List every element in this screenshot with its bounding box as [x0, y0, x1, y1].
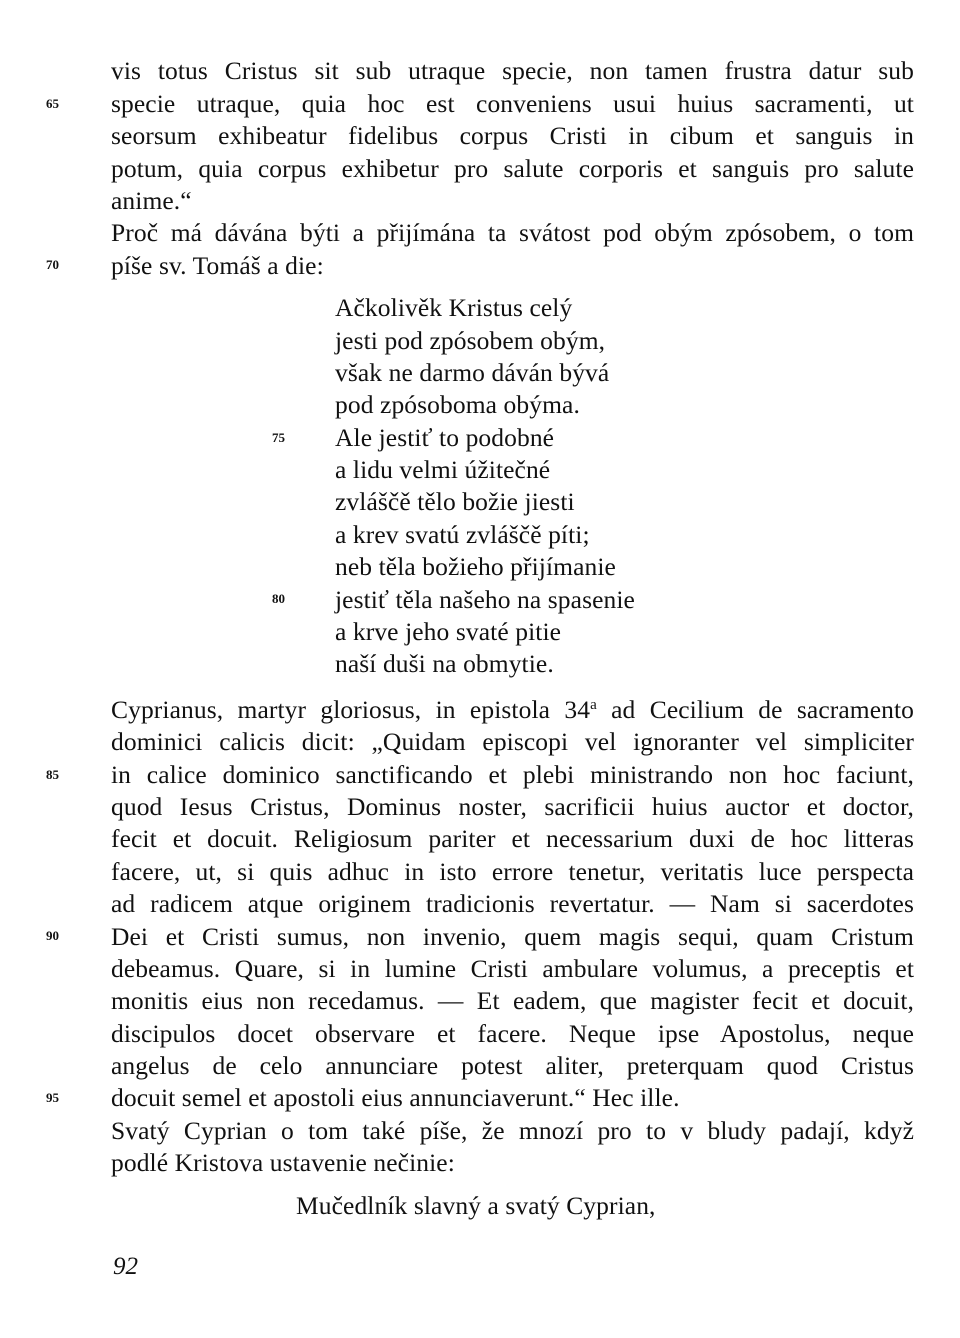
verse-line: zvláščě tělo božie jiesti — [335, 487, 575, 516]
line-number-85: 85 — [46, 767, 59, 782]
verse-line: jesti pod zpósobem obým, — [335, 326, 606, 355]
text-line: ad radicem atque originem tradicionis revertatur. — Nam si sacerdotes — [111, 889, 914, 918]
line-number-95: 95 — [46, 1090, 59, 1105]
text-line: podlé Kristova ustavenie nečinie: — [111, 1148, 455, 1177]
superscript: a — [590, 697, 597, 713]
line-number-70: 70 — [46, 257, 59, 272]
text-line: monitis eius non recedamus. — Et eadem, que magister fecit et docuit, — [111, 986, 914, 1015]
text-line: Proč má dávána býti a přijímána ta svátost pod obým zpósobem, o tom — [111, 218, 914, 247]
line-number-80: 80 — [272, 591, 285, 606]
verse-line: Ale jestiť to podobné — [335, 423, 555, 452]
text-line: facere, ut, si quis adhuc in isto errore tenetur, veritatis luce perspecta — [111, 857, 914, 886]
text-line: anime.“ — [111, 186, 192, 215]
text-line: angelus de celo annunciare potest aliter, preterquam quod Cristus — [111, 1051, 914, 1080]
page-number: 92 — [113, 1253, 138, 1280]
text-line: potum, quia corpus exhibetur pro salute corporis et sanguis pro salute — [111, 154, 914, 183]
text-line: seorsum exhibeatur fidelibus corpus Cristi in cibum et sanguis in — [111, 121, 914, 150]
verse-line: a krve jeho svaté pitie — [335, 617, 562, 646]
text-segment: Cyprianus, martyr gloriosus, in epistola 34 — [111, 695, 591, 724]
line-number-65: 65 — [46, 96, 59, 111]
verse-line: Mučedlník slavný a svatý Cyprian, — [296, 1191, 656, 1220]
text-line: discipulos docet observare et facere. Neque ipse Apostolus, neque — [111, 1019, 914, 1048]
line-number-90: 90 — [46, 928, 59, 943]
verse-line: naší duši na obmytie. — [335, 649, 554, 678]
verse-line: jestiť těla našeho na spasenie — [335, 585, 635, 614]
text-line: dominici calicis dicit: „Quidam episcopi vel ignoranter vel simpliciter — [111, 727, 914, 756]
line-number-75: 75 — [272, 430, 285, 445]
text-line: vis totus Cristus sit sub utraque specie, non tamen frustra datur sub — [111, 56, 914, 85]
verse-line: neb těla božieho přijímanie — [335, 552, 616, 581]
verse-line: Ačkolivěk Kristus celý — [335, 293, 573, 322]
verse-line: a lidu velmi úžitečné — [335, 455, 551, 484]
text-line — [111, 694, 914, 726]
text-segment: ad Cecilium de sacramento — [596, 695, 914, 724]
verse-line: však ne darmo dáván bývá — [335, 358, 610, 387]
verse-line: pod zpósoboma obýma. — [335, 390, 580, 419]
text-line: píše sv. Tomáš a die: — [111, 251, 324, 280]
text-line: fecit et docuit. Religiosum pariter et necessarium duxi de hoc litteras — [111, 824, 914, 853]
text-line: docuit semel et apostoli eius annunciaverunt.“ Hec ille. — [111, 1083, 680, 1112]
verse-line: a krev svatú zvláščě píti; — [335, 520, 590, 549]
text-line: Svatý Cyprian o tom také píše, že mnozí pro to v bludy padají, když — [111, 1116, 914, 1145]
text-line: quod Iesus Cristus, Dominus noster, sacrificii huius auctor et doctor, — [111, 792, 914, 821]
text-line: specie utraque, quia hoc est conveniens usui huius sacramenti, ut — [111, 89, 914, 118]
text-line: Dei et Cristi sumus, non invenio, quem magis sequi, quam Cristum — [111, 922, 914, 951]
text-line: debeamus. Quare, si in lumine Cristi ambulare volumus, a preceptis et — [111, 954, 914, 983]
text-line: in calice dominico sanctificando et plebi ministrando non hoc faciunt, — [111, 760, 914, 789]
